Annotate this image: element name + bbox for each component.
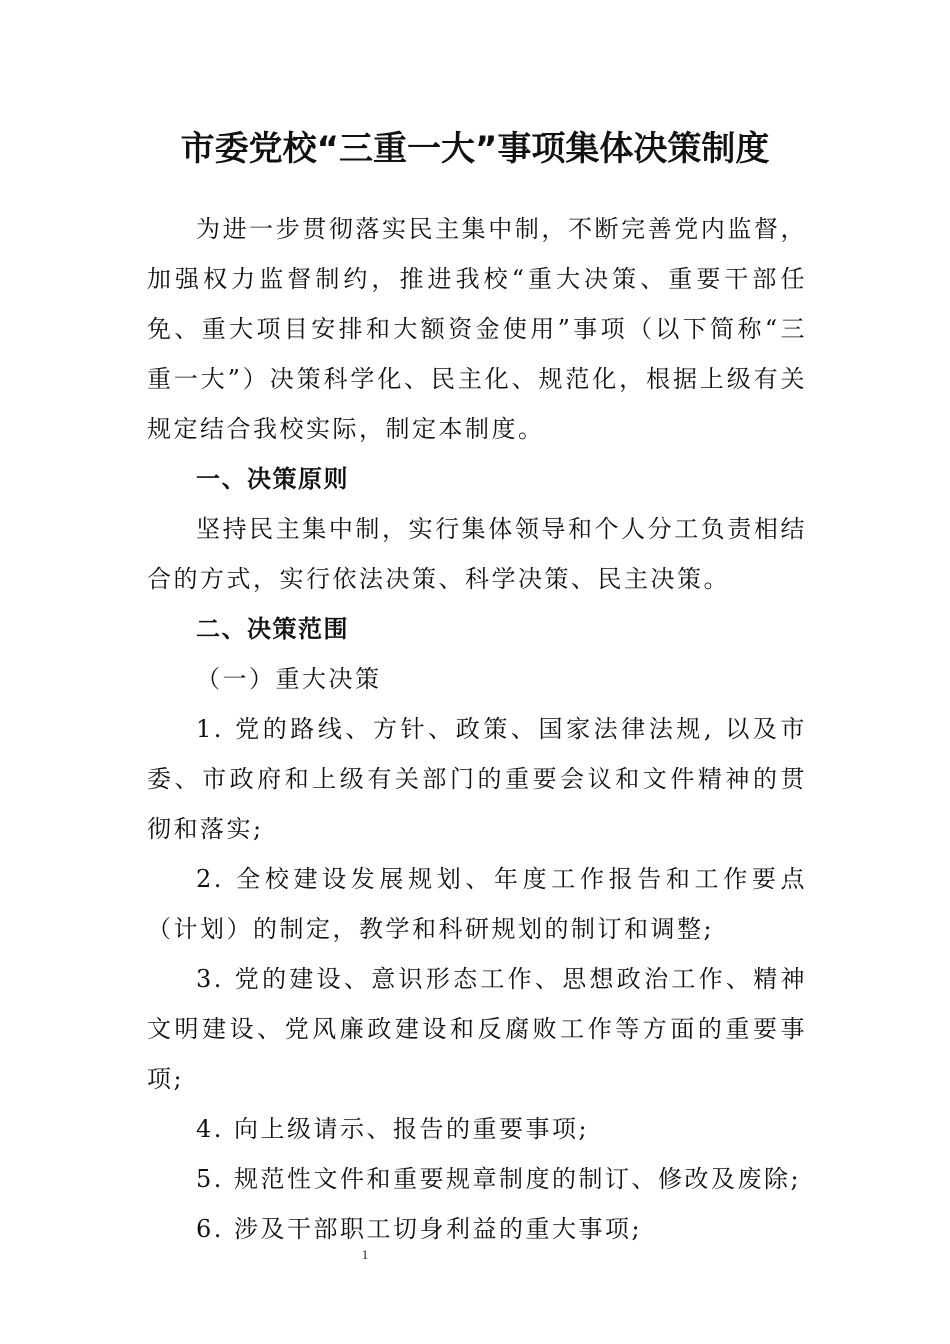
document-title: 市委党校“三重一大”事项集体决策制度 [180,129,770,169]
intro-paragraph: 为进一步贯彻落实民主集中制，不断完善党内监督，加强权力监督制约，推进我校“重大决策、重要干部任免、重大项目安排和大额资金使用”事项（以下简称“三重一大”）决策科学化、民主化、规范化，根据上级有关规定结合我校实际，制定本制度。 [147,215,807,443]
section-heading-principles: 一、决策原则 [196,465,349,493]
subsection-heading-major-decisions: （一）重大决策 [196,665,382,693]
section-heading-scope: 二、决策范围 [196,615,349,643]
list-item: 2. 全校建设发展规划、年度工作报告和工作要点（计划）的制定，教学和科研规划的制订和调整; [147,865,807,943]
list-item: 4. 向上级请示、报告的重要事项; [196,1115,590,1143]
list-item: 6. 涉及干部职工切身利益的重大事项; [196,1215,643,1243]
page-number: 1 [361,1247,369,1262]
list-item: 1. 党的路线、方针、政策、国家法律法规, 以及市委、市政府和上级有关部门的重要会议和文件精神的贯彻和落实; [147,715,807,843]
principles-paragraph: 坚持民主集中制，实行集体领导和个人分工负责相结合的方式，实行依法决策、科学决策、民主决策。 [147,515,807,593]
list-item: 3. 党的建设、意识形态工作、思想政治工作、精神文明建设、党风廉政建设和反腐败工作等方面的重要事项; [147,965,807,1093]
document-body [147,204,807,1254]
list-item: 5. 规范性文件和重要规章制度的制订、修改及废除; [196,1165,802,1193]
